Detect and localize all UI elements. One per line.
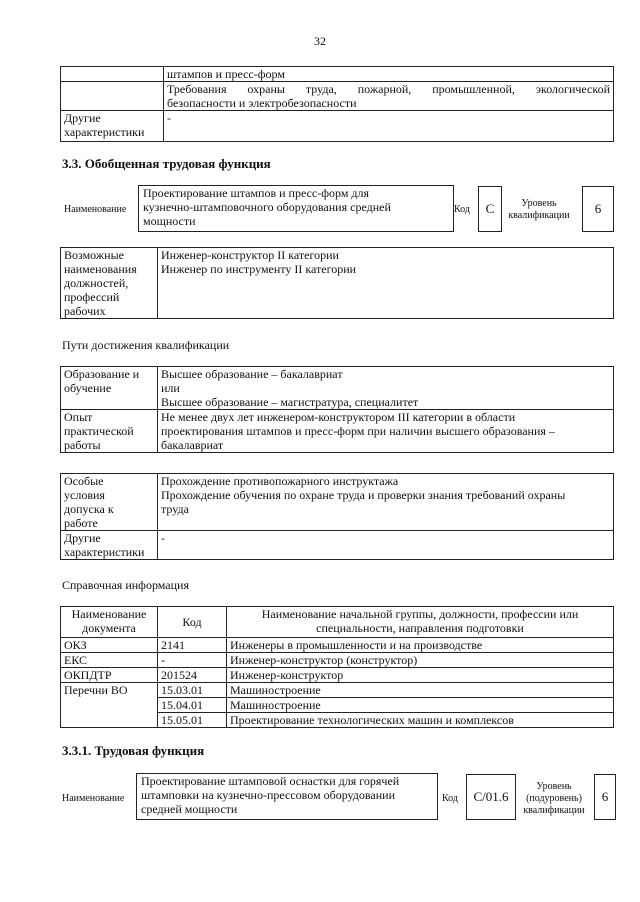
top-table — [60, 66, 614, 142]
label-cell: Другие характеристики — [61, 531, 158, 560]
level-value-box: 6 — [582, 186, 614, 232]
cell: Требования охраны труда, пожарной, промышленной, экологической безопасности и электробезопасности — [164, 82, 614, 111]
value-cell: - — [158, 531, 614, 560]
conditions-table — [60, 473, 614, 560]
section-heading: 3.3.1. Трудовая функция — [62, 743, 205, 758]
table-row — [61, 67, 614, 82]
table-row: ЕКС - Инженер-конструктор (конструктор) — [61, 653, 614, 668]
table-row — [61, 410, 614, 453]
label-cell: Образование и обучение — [61, 367, 158, 410]
function-name-box: Проектирование штампов и пресс-форм для кузнечно-штамповочного оборудования средней мощности — [138, 185, 454, 232]
table-header-row — [61, 607, 614, 638]
code-value-box: C — [478, 186, 502, 232]
reference-table — [60, 606, 614, 728]
function-name-box: Проектирование штамповой оснастки для горячей штамповки на кузнечно-прессовом оборудовании средней мощности — [136, 773, 438, 820]
page-number: 32 — [314, 34, 326, 48]
name-label: Наименование — [64, 204, 127, 215]
label-cell: Особые условия допуска к работе — [61, 474, 158, 531]
name-label: Наименование — [62, 793, 125, 804]
level-label: Уровень квалификации — [508, 198, 570, 221]
section-heading: 3.3. Обобщенная трудовая функция — [62, 156, 271, 171]
table-row — [61, 82, 614, 111]
positions-table — [60, 247, 614, 319]
code-value-box: C/01.6 — [466, 774, 516, 820]
level-value-box: 6 — [594, 774, 616, 820]
code-label: Код — [454, 204, 470, 215]
cell: штампов и пресс-форм — [164, 67, 614, 82]
table-row: 15.04.01 Машиностроение — [61, 698, 614, 713]
value-cell: Прохождение противопожарного инструктажа Прохождение обучения по охране труда и проверки знания требований охраны труда — [158, 474, 614, 531]
code-label: Код — [442, 793, 458, 804]
label-cell: Другие характеристики — [61, 111, 164, 142]
level-label: Уровень (подуровень) квалификации — [523, 781, 585, 816]
table-row — [61, 474, 614, 531]
value-cell: Высшее образование – бакалавриат или Высшее образование – магистратура, специалитет — [158, 367, 614, 410]
table-row: ОКЗ 2141 Инженеры в промышленности и на производстве — [61, 638, 614, 653]
table-row: Перечни ВО 15.03.01 Машиностроение — [61, 683, 614, 698]
value-cell: Не менее двух лет инженером-конструктором III категории в области проектирования штампов и пресс-форм при наличии высшего образования – бакалавриат — [158, 410, 614, 453]
value-cell: - — [164, 111, 614, 142]
header-name: Наименование начальной группы, должности, профессии или специальности, направления подготовки — [227, 607, 614, 638]
table-row — [61, 111, 614, 142]
header-code: Код — [158, 607, 227, 638]
qualification-table — [60, 366, 614, 453]
reference-title: Справочная информация — [62, 578, 189, 592]
value-cell: Инженер-конструктор II категории Инженер по инструменту II категории — [158, 248, 614, 319]
table-row — [61, 248, 614, 319]
table-row — [61, 531, 614, 560]
header-doc: Наименование документа — [61, 607, 158, 638]
table-row: 15.05.01 Проектирование технологических машин и комплексов — [61, 713, 614, 728]
label-cell: Возможные наименования должностей, профессий рабочих — [61, 248, 158, 319]
table-row — [61, 367, 614, 410]
table-row: ОКПДТР 201524 Инженер-конструктор — [61, 668, 614, 683]
label-cell: Опыт практической работы — [61, 410, 158, 453]
paths-title: Пути достижения квалификации — [62, 338, 230, 352]
